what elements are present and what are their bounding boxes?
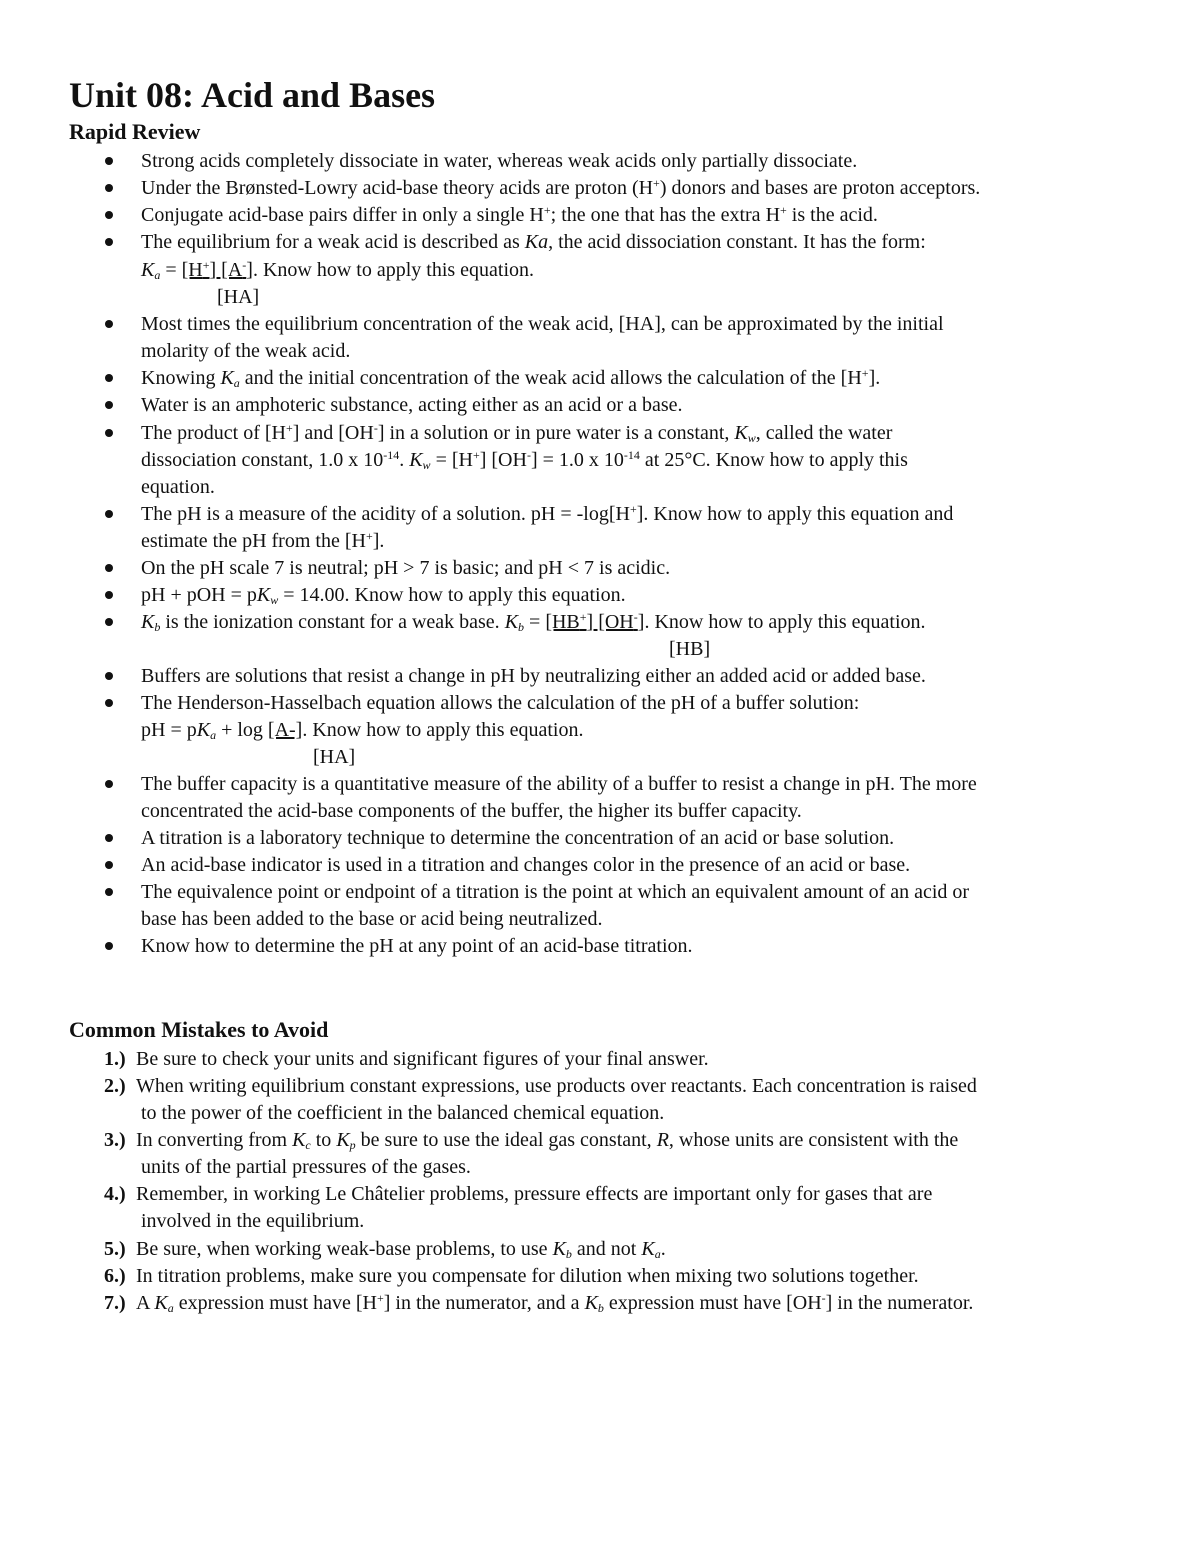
bullet-icon bbox=[105, 320, 113, 328]
list-item: Water is an amphoteric substance, acting either as an acid or a base. bbox=[141, 394, 683, 416]
item-number: 5.) bbox=[104, 1238, 126, 1260]
page-title: Unit 08: Acid and Bases bbox=[69, 75, 436, 115]
list-item: The Henderson-Hasselbach equation allows the calculation of the pH of a buffer solution: bbox=[141, 692, 860, 714]
bullet-icon bbox=[105, 699, 113, 707]
list-item: Know how to determine the pH at any point of an acid-base titration. bbox=[141, 935, 693, 957]
list-item: The equilibrium for a weak acid is described as Ka, the acid dissociation constant. It has the form: bbox=[141, 231, 926, 253]
bullet-icon bbox=[105, 942, 113, 950]
list-item: Most times the equilibrium concentration of the weak acid, [HA], can be approximated by the initial bbox=[141, 313, 944, 335]
ka-equation: $K_a = [H^+]$ [A-]. Know how to apply this equation. bbox=[141, 258, 535, 282]
bullet-icon bbox=[105, 834, 113, 842]
list-item: The pH is a measure of the acidity of a solution. pH = -log[H+]. Know how to apply this equation and bbox=[141, 502, 954, 525]
bullet-icon bbox=[105, 238, 113, 246]
list-item: An acid-base indicator is used in a titration and changes color in the presence of an acid or base. bbox=[141, 854, 911, 876]
common-mistakes-heading: Common Mistakes to Avoid bbox=[69, 1017, 329, 1042]
item-number: 4.) bbox=[104, 1183, 126, 1205]
list-item: Be sure to check your units and significant figures of your final answer. bbox=[136, 1048, 709, 1070]
item-number: 1.) bbox=[104, 1048, 126, 1070]
bullet-icon bbox=[105, 888, 113, 896]
bullet-icon bbox=[105, 861, 113, 869]
list-item: A titration is a laboratory technique to determine the concentration of an acid or base solution. bbox=[141, 827, 895, 849]
list-item: Remember, in working Le Châtelier problems, pressure effects are important only for gases that are bbox=[136, 1183, 933, 1205]
list-item: Buffers are solutions that resist a change in pH by neutralizing either an added acid or added base. bbox=[141, 665, 926, 687]
bullet-icon bbox=[105, 374, 113, 382]
list-item: On the pH scale 7 is neutral; pH > 7 is basic; and pH < 7 is acidic. bbox=[141, 557, 671, 579]
list-item: In titration problems, make sure you compensate for dilution when mixing two solutions together. bbox=[136, 1265, 919, 1287]
list-item-continuation: base has been added to the base or acid being neutralized. bbox=[141, 908, 603, 930]
list-item: Under the Brønsted-Lowry acid-base theory acids are proton (H+) donors and bases are proton acceptors. bbox=[141, 176, 981, 199]
list-item: The equivalence point or endpoint of a titration is the point at which an equivalent amount of an acid or bbox=[141, 881, 970, 903]
list-item: Strong acids completely dissociate in water, whereas weak acids only partially dissociate. bbox=[141, 150, 858, 172]
bullet-icon bbox=[105, 184, 113, 192]
hh-denominator: [HA] bbox=[313, 746, 356, 768]
list-item: Conjugate acid-base pairs differ in only a single H+; the one that has the extra H+ is the acid. bbox=[141, 203, 878, 226]
list-item-continuation: concentrated the acid-base components of the buffer, the higher its buffer capacity. bbox=[141, 800, 802, 822]
bullet-icon bbox=[105, 564, 113, 572]
item-number: 7.) bbox=[104, 1292, 126, 1314]
list-item: In converting from $K_c$ to $K_p$ be sure to use the ideal gas constant, R, whose units are consistent with the bbox=[136, 1129, 959, 1152]
list-item-continuation: units of the partial pressures of the gases. bbox=[141, 1156, 471, 1178]
list-item-continuation: equation. bbox=[141, 476, 215, 498]
item-number: 2.) bbox=[104, 1075, 126, 1097]
list-item: pH + pOH = $pK_w = 14.00$. Know how to apply this equation. bbox=[141, 584, 626, 607]
rapid-review-heading: Rapid Review bbox=[69, 119, 201, 144]
list-item: When writing equilibrium constant expressions, use products over reactants. Each concentration is raised bbox=[136, 1075, 977, 1097]
kb-denominator: [HB] bbox=[669, 638, 711, 660]
bullet-icon bbox=[105, 618, 113, 626]
bullet-icon bbox=[105, 401, 113, 409]
list-item: $K_b$ is the ionization constant for a weak base. $K_b = [HB^+]$ [OH-]. Know how to apply this equation. bbox=[141, 610, 926, 634]
bullet-icon bbox=[105, 429, 113, 437]
list-item: A $K_a$ expression must have [H+] in the numerator, and a $K_b$ expression must have [OH-] in the numerator. bbox=[136, 1291, 974, 1315]
list-item-continuation: molarity of the weak acid. bbox=[141, 340, 351, 362]
ka-denominator: [HA] bbox=[217, 286, 260, 308]
kw-equation: dissociation constant, 1.0 x $10^{-14}$. $K_w = [H^+] [OH^-] = 1.0$ x $10^{-14}$ at 25°C. Know how to apply this bbox=[141, 448, 908, 472]
bullet-icon bbox=[105, 672, 113, 680]
list-item: Be sure, when working weak-base problems, to use $K_b$ and not $K_a$. bbox=[136, 1238, 666, 1261]
bullet-icon bbox=[105, 591, 113, 599]
item-number: 3.) bbox=[104, 1129, 126, 1151]
bullet-icon bbox=[105, 157, 113, 165]
bullet-icon bbox=[105, 780, 113, 788]
list-item: The buffer capacity is a quantitative measure of the ability of a buffer to resist a change in pH. The more bbox=[141, 773, 977, 795]
list-item-continuation: to the power of the coefficient in the balanced chemical equation. bbox=[141, 1102, 665, 1124]
bullet-icon bbox=[105, 211, 113, 219]
list-item: The product of [H+] and [OH-] in a solution or in pure water is a constant, $K_w$, called the water bbox=[141, 421, 893, 445]
list-item: Knowing $K_a$ and the initial concentration of the weak acid allows the calculation of the [H+]. bbox=[141, 366, 881, 390]
list-item-continuation: involved in the equilibrium. bbox=[141, 1210, 365, 1232]
list-item-continuation: estimate the pH from the [H+]. bbox=[141, 529, 385, 552]
item-number: 6.) bbox=[104, 1265, 126, 1287]
henderson-hasselbach-equation: pH = $pK_a + \log [A-]$. Know how to apply this equation. bbox=[141, 719, 584, 742]
bullet-icon bbox=[105, 510, 113, 518]
